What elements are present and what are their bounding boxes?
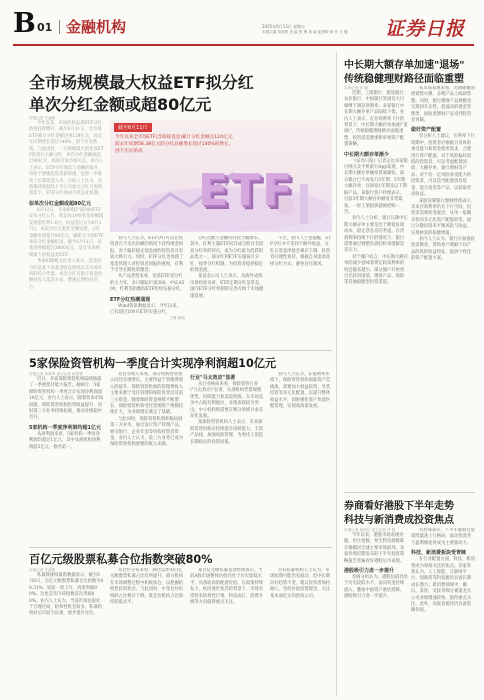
right-bottom-title-line1: 券商看好港股下半年走势 — [344, 501, 454, 512]
right-bottom-subhead2: 科技、新消费板块受青睐 — [411, 550, 467, 557]
insurance-story-subhead2: 行业"马太效应"显著 — [190, 375, 236, 381]
section-title: 金融机构 — [66, 18, 127, 36]
lead-story-col2: 业内人士认为，ETF分红可以让投资者在不卖出份额的情况下获得现金回报，对于偏好稳定现金流的投资者具有较大吸引力。同时，ETF分红也体现了基金管理人对投资者回报的重视，有利于引导长期投资理念。 从产品类型来看，宽基ETF是分红的主力军，多只跟踪沪深300、中证A500、红利等指数的ETF纷纷实施分红。 ETF分红热潮涌现 Wind资讯数据显示，今年以来，已有超过100只ETF实施分红， 王琳 制图 — [110, 236, 185, 321]
right-top-title-line1: 中长期大额存单加速"退场" — [344, 60, 465, 71]
right-top-title-line2: 传统稳健理财路径面临重塑 — [344, 74, 464, 85]
section-divider — [59, 20, 60, 34]
insurance-story-col1: 本报记者 冷翠华 见习记者 杨笑寒 近日，多家保险资管机构陆续披露了一季度偿付能力报告。据统计，5家保险资管机构一季度合计实现净利润超10亿元。业内人士表示，随着资本市场回暖，保险资管机构投资收益提升，同时第三方业务持续拓展，推动业绩稳中有升。 5家机构一季度净利润均超1亿元 从净利润来看，5家机构一季度净利润均超过1亿元，其中头部机构净利润超3亿元，排名第一。 — [29, 372, 104, 450]
figure-caption: 王琳 制图 — [169, 316, 185, 321]
insurance-story-title: 5家保险资管机构一季度合计实现净利润超10亿元 — [29, 357, 277, 370]
illustration-bar — [300, 184, 308, 224]
masthead-date: 2025年6月13日 星期五 — [262, 24, 306, 29]
section-separator-2 — [29, 547, 332, 548]
right-bottom-col1: 本报记者 周尚仔 见习记者 冷 煦 今年以来，港股市场表现亮眼，恒生指数、恒生科技指数累计涨幅居全球主要市场前列。多家券商近期发布的下半年投资策略报告普遍看好港股后市表现。 港股吸引力进一步提升 券商分析认为，港股估值仍处于历史较低水平，南向资金持续流入，叠加中国资产重估逻辑，港股吸引力进一步提升。 — [344, 528, 408, 600]
section-separator-3 — [344, 492, 475, 493]
lead-story-subhead2: ETF分红热潮涌现 — [110, 296, 151, 303]
right-bottom-title-line2: 科技与新消费成投资焦点 — [344, 515, 454, 526]
insurance-story-col2: 从营业收入来看，部分机构营业收入同比实现增长，主要得益于管理费收入的提升。保险资管机构的管理费收入主要来源于受托管理的保险资金以及第三方资金。随着保险资金规模不断增长，保险资管机构受托管理资产规模持续扩大，为业绩增长奠定了基础。 与此同时，保险资管机构积极拓展第三方业务，通过发行资产管理产品，吸引银行、企业年金等机构投资者资金。业内人士认为，第三方业务已成为保险资管机构重要的收入来源。 — [110, 372, 184, 448]
index-story-col2: 从仓位分布来看，满仓运作的百亿元级股票私募占比有所提升，部分机构在市场调整过程中积极加仓，以把握结构性投资机会。与此同时，中等仓位机构的占比相应下降，低仓位机构占比保持较低水平。 — [110, 568, 184, 606]
right-bottom-col2: 有券商表示，下半年港股有望延续震荡上行格局，流动性改善与盈利修复将成为主要驱动力。 科技、新消费板块受青睐 在行业配置方面，科技、新消费成为券商关注的焦点。多家券商认为，人工智能、互联网平台、创新药等科技板块具备长期成长潜力；新消费领域中，潮玩、茶饮、美妆等细分赛道龙头公司业绩增速较快，值得重点关注。此外，高股息板块仍具备防御价值。 — [411, 528, 475, 614]
masthead-rule — [13, 44, 474, 46]
insurance-story-col4: 业内人士认为，在低利率环境下，保险资管机构面临资产荒挑战，需要加大权益投资、另类投资等多元化配置，以提升整体收益水平，同时强化资产负债匹配管理，实现高质量发展。 — [270, 372, 331, 410]
lead-story-byline: 本报记者 方凌晨 — [29, 116, 56, 120]
lead-story-col4: 不过，业内人士也提醒，ETF分红并不等同于额外收益，分红后基金净值会相应下调，投资者应理性看待，根据自身需求选择分红方式，避免盲目跟风。 — [270, 236, 332, 267]
right-bottom-byline: 本报记者 周尚仔 见习记者 冷 煦 — [344, 528, 396, 532]
page-number: 01 — [37, 21, 53, 34]
section-separator-1 — [29, 350, 332, 351]
masthead-editors: 本版主编 刘茉影 责 编 张 博 美 编 崔建岐 制 作 王 敬 — [262, 30, 348, 34]
index-story-col4: 另有私募机构人士认为，市场短期可能仍有波动，但中长期向好趋势不变，建议投资者保持耐心，坚持价值投资理念，关注基本面扎实的优质公司。 — [270, 568, 331, 599]
newspaper-logo: 证券日报 — [385, 18, 466, 40]
right-bottom-subhead1: 港股吸引力进一步提升 — [344, 568, 395, 575]
lead-story-title-line2: 单次分红金额或超80亿元 — [29, 95, 212, 114]
illustration-coin-stack — [138, 208, 152, 224]
right-top-subhead2: 做好资产配置 — [411, 127, 442, 134]
index-story-col1: 本报记者 方凌晨 私募排排网最新数据显示，截至6月6日，百亿元级股票私募仓位指数为80.31%，较前一周上升，再度突破80%。这也是年内该指数首次突破80%。业内人士认为，当前市场估值处于合理区间，结构性机会较多，私募机构对后市较为乐观，逐步提升仓位。 — [29, 568, 104, 617]
lead-story-subhead1: 拟单次分红金额或超80亿元 — [29, 200, 91, 207]
index-story-title: 百亿元级股票私募合位指数突破80% — [29, 553, 213, 566]
index-story-col3: 某百亿元级私募基金经理表示，当前A股市场整体估值仍处于历史较低水平，具备较高的配置价值。在政策持续发力、经济逐步复苏的背景下，市场有望迎来结构性行情，科技成长、消费升级等方向值得重点关注。 — [190, 568, 264, 606]
banner-date-tag: 截至6月11日 — [114, 123, 152, 132]
lead-story-col1: 本报记者 方凌晨 今年以来，市场的权益类ETF分红热度持续攀升，截至6月11日，全市场ETF累计分红金额达到124亿元，较去年同期增长超过140%，创下历史新高。与此同时，一只规模最大的宽基ETF拟进行大额分红，单次分红金额或超过80亿元，再度引发市场关注。业内人士表示，ETF分红频次与金额的提升，有助于增强投资者获得感，也进一步推动了长期资金入市。分析人士认为，在政策持续鼓励上市公司加大分红力度的背景下，ETF分红将成为常态化机制。 拟单次分红金额或超80亿元 6月12日，华泰柏瑞沪深300ETF发布分红公告，拟以每10份基金份额派发现金红利1.6元，权益登记日为6月17日，本次分红方案若全额实施，分红金额有望超过80亿元，刷新全市场ETF单次分红金额纪录。截至6月11日，该基金规模超过3800亿元，是全市场规模最大的权益类ETF。 华泰柏瑞相关负责人表示，基金的分红是基于对基金收益情况以及市场环境的综合考量。本次分红有助于基金份额持有人落袋为安，增强长期持有信心。 — [29, 116, 104, 290]
banner-text-line3: 创下历史新高 — [115, 149, 143, 154]
insurance-story-col3: 行业"马太效应"显著 从行业格局来看，保险资管行业\"马太效应\"显著，头部机构凭借规模优势、投研能力和渠道资源，在市场竞争中占据有利地位，业绩表现较为突出。中小机构则需要在细分领域寻求差异化发展。 某保险资管机构人士表示，未来保险资管机构应持续提升投研能力，丰富产品线，加强风险管理，为委托人创造长期稳定的投资回报。 — [190, 375, 264, 445]
banner-text-line2: 较去年同期58.38亿元的分红总额增长超过140%的增长。 — [115, 142, 234, 147]
lead-story-col3: 分红次数与金额均同比大幅增长。其中，红利主题ETF因其成分股具有较高分红率的特点，成为分红最为活跃的品类之一。部分红利ETF实施按月分红、按季分红机制，为投资者提供稳定的现金流。 某基金公司人士表示，从海外成熟市场经验来看，ETF定期分红是常态，国内ETF分红机制的完善有助于市场健康发展。 — [190, 236, 264, 299]
right-top-subhead1: 中长期大额存单渐少 — [344, 151, 390, 158]
etf-banner-image — [110, 120, 332, 232]
etf-3d-lettering: ETF — [198, 165, 295, 216]
right-top-byline: 本报记者 张 颖 — [344, 86, 368, 90]
right-top-col2: 从市场表现来看，近期储蓄国债销售火爆，多期产品上线即售罄。同时，银行理财产品规模也呈现回升态势，低波动的现金管理类、固收类理财产品受到投资者青睐。 做好资产配置 有分析人士建议，在利率下行周期中，投资者应根据自身风险承受能力和资金使用需求，合理进行资产配置。对于风险偏好较低的投资者，可以考虑配置国债、大额存单、银行理财等产品；对于有一定风险承受能力的投资者，可以适当配置债券基金、混合基金等产品，以获取更高收益。 某股份制银行理财经理表示，未来存款利率仍有下行空间，投资者需要转变观念，从单一依赖存款向多元化资产配置转变，通过分散投资来平衡风险与收益，实现财富的稳健增值。 业内人士认为，银行应加强投资者教育，帮助客户理解不同产品的风险收益特征，提供个性化的资产配置方案。 — [411, 86, 475, 262]
insurance-story-subhead1: 5家机构一季度净利润均超1亿元 — [29, 424, 101, 431]
lead-story-title-line1: 全市场规模最大权益ETF拟分红 — [29, 73, 254, 92]
page-masthead — [0, 0, 484, 50]
banner-text-line1: 今年以来全市场ETF(含联接基金)累计分红金额达124亿元， — [115, 135, 237, 140]
right-top-col1: 本报记者 张 颖 近期，工商银行、建设银行、农业银行、中国银行等国有大行相继下调存款利率，多家银行中长期大额存单产品陆续下架。业内人士表示，在存款利率下行的背景下，中长期大额存单加速\"退场\"，传统稳健理财路径面临重塑，投资者需要重新审视资产配置策略。 中长期大额存单渐少 《证券日报》记者走访多家银行网点及手机银行App发现，中长期大额存单额度普遍紧张，部分银行已不再发行3年期、5年期大额存单，仅保留1年期及以下期限产品。某银行客户经理表示，目前3年期大额存单额度非常紧张，一经上架很快就被抢购一空。 业内人士分析，银行压降中长期大额存单主要是出于降低负债成本、稳定净息差的考虑。在贷款利率持续下行的情况下，银行需要通过调整负债结构来缓解息差压力。 对于储户而言，中长期大额存单的减少意味着锁定较高利率的机会越来越少。部分储户开始将目光转向国债、理财产品、保险等其他稳健型投资渠道。 — [344, 86, 408, 286]
index-story-byline: 本报记者 方凌晨 — [29, 568, 56, 572]
column-divider — [336, 52, 337, 696]
insurance-story-byline: 本报记者 冷翠华 见习记者 杨笑寒 — [29, 372, 83, 376]
page-letter: B — [13, 8, 36, 39]
